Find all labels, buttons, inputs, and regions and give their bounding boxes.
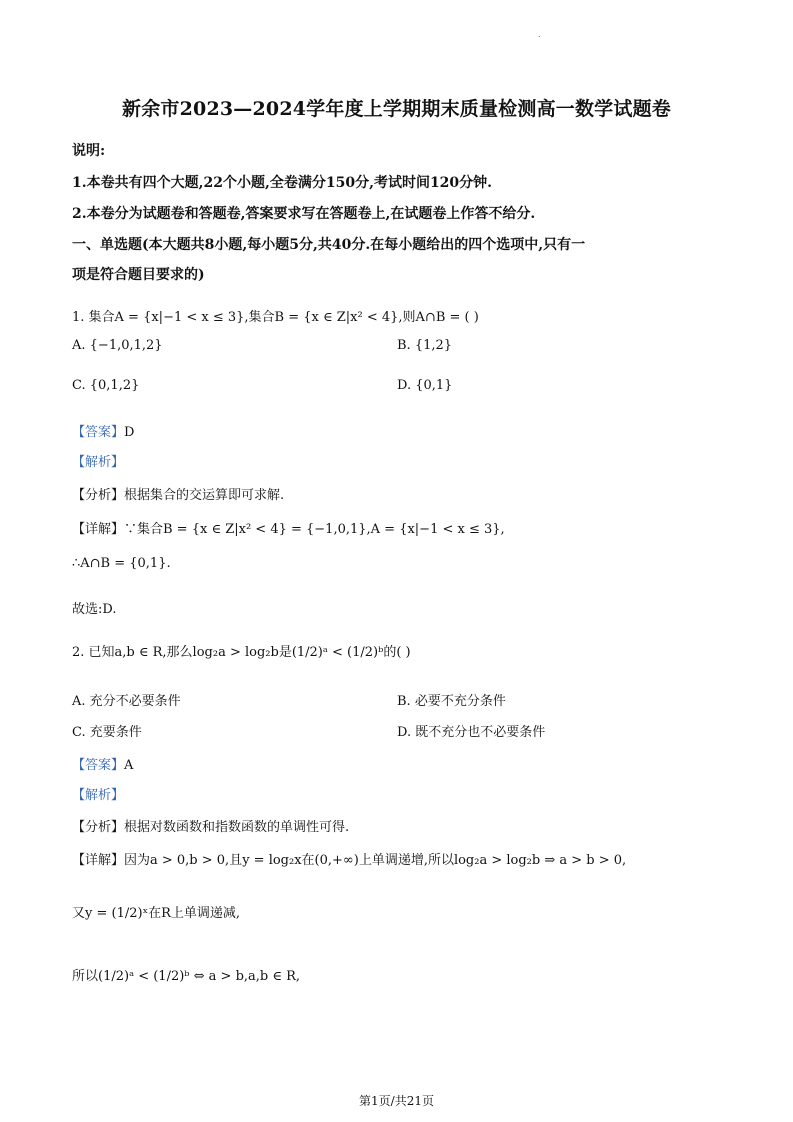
q1-option-d: D. {0,1}	[397, 378, 453, 393]
q2-option-b: B. 必要不充分条件	[397, 694, 506, 709]
section-heading-line-1: 一、单选题(本大题共8小题,每小题5分,共40分.在每小题给出的四个选项中,只有一	[72, 237, 586, 253]
q1-analysis: 【分析】根据集合的交运算即可求解.	[72, 488, 285, 503]
instruction-line-1: 1.本卷共有四个大题,22个小题,全卷满分150分,考试时间120分钟.	[72, 175, 493, 191]
q1-therefore: ∴A∩B = {0,1}.	[72, 556, 171, 571]
instructions-heading: 说明:	[72, 143, 106, 159]
q2-jiexi-tag: 【解析】	[72, 788, 125, 803]
q2-option-a: A. 充分不必要条件	[72, 694, 181, 709]
instruction-line-2: 2.本卷分为试题卷和答题卷,答案要求写在答题卷上,在试题卷上作答不给分.	[72, 206, 536, 222]
q1-option-c: C. {0,1,2}	[72, 378, 140, 393]
page-title: 新余市2023—2024学年度上学期期末质量检测高一数学试题卷	[122, 98, 671, 120]
q1-detail: 【详解】∵集合B = {x ∈ Z|x² < 4} = {−1,0,1},A = {x|−1 < x ≤ 3},	[72, 522, 505, 537]
section-heading-line-2: 项是符合题目要求的)	[72, 267, 205, 283]
q1-jiexi-tag: 【解析】	[72, 455, 125, 470]
q2-option-c: C. 充要条件	[72, 725, 142, 740]
q2-answer-line	[72, 754, 133, 773]
q2-so: 所以(1/2)ᵃ < (1/2)ᵇ ⇔ a > b,a,b ∈ R,	[72, 969, 301, 984]
page-footer: 第1页/共21页	[359, 1094, 434, 1108]
q2-also: 又y = (1/2)ˣ在R上单调递减,	[72, 906, 240, 921]
q2-option-d: D. 既不充分也不必要条件	[397, 725, 546, 740]
q2-detail: 【详解】因为a > 0,b > 0,且y = log₂x在(0,+∞)上单调递增,所以log₂a > log₂b ⇒ a > b > 0,	[72, 853, 627, 868]
q1-stem: 1. 集合A = {x|−1 < x ≤ 3},集合B = {x ∈ Z|x² < 4},则A∩B = ( )	[72, 310, 479, 325]
q1-answer-tag: 【答案】	[72, 425, 125, 440]
q2-answer: A	[124, 758, 134, 773]
scan-dot: .	[538, 30, 541, 39]
q1-choice: 故选:D.	[72, 602, 117, 617]
q1-option-a: A. {−1,0,1,2}	[72, 338, 163, 353]
q2-answer-tag: 【答案】	[72, 758, 125, 773]
q1-answer-line	[72, 421, 134, 440]
q2-analysis: 【分析】根据对数函数和指数函数的单调性可得.	[72, 820, 350, 835]
q1-option-b: B. {1,2}	[397, 338, 453, 353]
q2-stem: 2. 已知a,b ∈ R,那么log₂a > log₂b是(1/2)ᵃ < (1/2)ᵇ的( )	[72, 645, 411, 660]
q1-answer: D	[124, 425, 135, 440]
